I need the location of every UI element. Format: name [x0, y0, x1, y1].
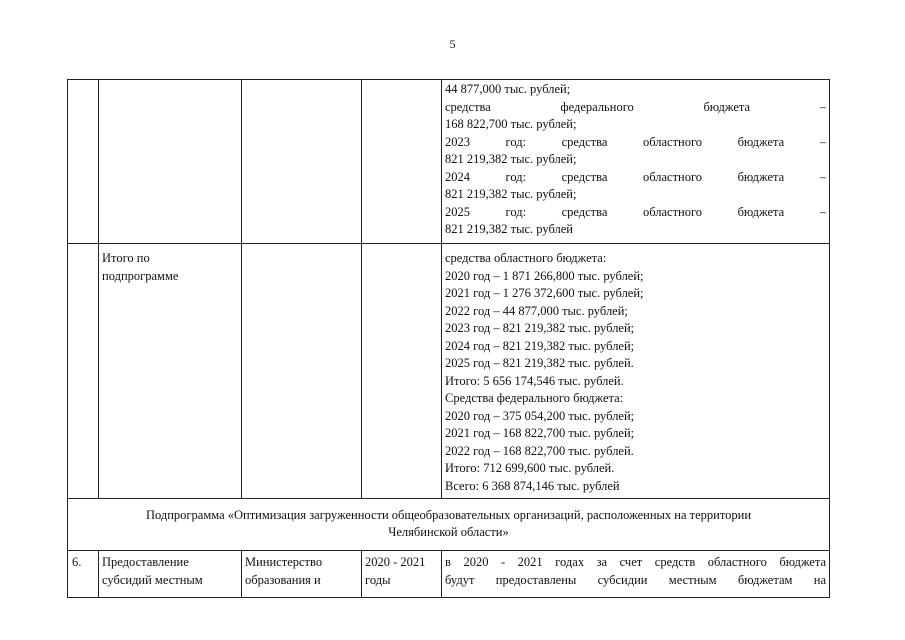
measure-name-line: субсидий местным: [102, 572, 203, 587]
cell-funding-continuation: [442, 80, 830, 244]
funding-line: 2021 год – 168 822,700 тыс. рублей;: [445, 426, 635, 440]
cell-name: [99, 80, 242, 244]
cell-number: [68, 244, 99, 499]
funding-word: –: [819, 99, 826, 114]
funding-word: бюджета: [737, 204, 785, 219]
funding-line: 2020 год – 375 054,200 тыс. рублей;: [445, 408, 635, 423]
funding-line: 168 822,700 тыс. рублей;: [445, 117, 577, 131]
cell-number: [68, 80, 99, 244]
funding-line: 2024 год – 821 219,382 тыс. рублей;: [445, 338, 635, 353]
table-row-6: [68, 551, 830, 598]
cell-measure-name: [99, 551, 242, 598]
funding-line: 2020 год – 1 871 266,800 тыс. рублей;: [445, 268, 644, 283]
funding-word: средства: [561, 204, 608, 219]
funding-line: 821 219,382 тыс. рублей;: [445, 152, 577, 166]
executor-line: Министерство: [245, 555, 323, 569]
total-label-line: Итого по: [102, 251, 150, 265]
funding-word: бюджета: [703, 99, 751, 114]
funding-line: 821 219,382 тыс. рублей;: [445, 187, 577, 201]
funding-line: Средства федерального бюджета:: [445, 391, 624, 405]
subprogram-heading-line: Подпрограмма «Оптимизация загруженности общеобразовательных организаций, расположенных на территории: [145, 508, 752, 522]
table-row-total: [68, 244, 830, 499]
funding-word: год:: [505, 204, 527, 219]
funding-word: областного: [642, 169, 703, 184]
funding-word: 2023: [445, 134, 470, 149]
cell-measure-description: [442, 551, 830, 598]
term-line: годы: [365, 572, 391, 587]
table-row-continuation: [68, 80, 830, 244]
cell-executor: [242, 244, 362, 499]
funding-word: –: [819, 204, 826, 219]
page-number: 5: [449, 37, 456, 51]
funding-word: 2024: [445, 169, 470, 184]
subprogram-heading-line: Челябинской области»: [388, 525, 509, 539]
funding-word: –: [819, 169, 826, 184]
funding-line: 2022 год – 44 877,000 тыс. рублей;: [445, 303, 628, 318]
table-row-section: [68, 499, 830, 551]
funding-word: областного: [642, 134, 703, 149]
funding-line: 2022 год – 168 822,700 тыс. рублей.: [445, 443, 634, 458]
funding-line: средства областного бюджета:: [445, 251, 607, 265]
funding-line: [445, 99, 826, 117]
cell-total-label: [99, 244, 242, 499]
funding-word: год:: [505, 169, 527, 184]
funding-line: 2021 год – 1 276 372,600 тыс. рублей;: [445, 286, 644, 300]
cell-term: [362, 244, 442, 499]
funding-line: [445, 134, 826, 152]
row-number: 6.: [72, 555, 82, 569]
funding-word: средства: [445, 99, 491, 114]
executor-line: образования и: [245, 572, 321, 587]
term-line: 2020 - 2021: [365, 555, 426, 569]
funding-word: областного: [642, 204, 703, 219]
funding-word: средства: [561, 134, 608, 149]
funding-word: год:: [505, 134, 527, 149]
funding-word: федерального: [560, 99, 634, 114]
cell-row-number: [68, 551, 99, 598]
funding-word: –: [819, 134, 826, 149]
funding-word: бюджета: [737, 169, 785, 184]
funding-line: 2025 год – 821 219,382 тыс. рублей.: [445, 356, 634, 370]
funding-line: 821 219,382 тыс. рублей: [445, 222, 573, 236]
funding-line: Итого: 712 699,600 тыс. рублей.: [445, 461, 615, 475]
funding-word: средства: [561, 169, 608, 184]
funding-line: Всего: 6 368 874,146 тыс. рублей: [445, 478, 620, 493]
cell-executor: [242, 80, 362, 244]
cell-total-funding: [442, 244, 830, 499]
funding-line: [445, 169, 826, 187]
total-label-line: подпрограмме: [102, 268, 179, 283]
funding-word: 2025: [445, 204, 470, 219]
funding-line: [445, 204, 826, 222]
description-line: в 2020 - 2021 годах за счет средств областного бюджета: [445, 555, 826, 569]
subprogram-heading: [68, 499, 830, 551]
program-table: [67, 79, 830, 598]
funding-line: Итого: 5 656 174,546 тыс. рублей.: [445, 373, 624, 388]
cell-executor: [242, 551, 362, 598]
funding-line: 44 877,000 тыс. рублей;: [445, 82, 571, 96]
cell-term: [362, 80, 442, 244]
funding-word: бюджета: [737, 134, 785, 149]
cell-term: [362, 551, 442, 598]
description-line: будут предоставлены субсидии местным бюджетам на: [445, 572, 826, 587]
measure-name-line: Предоставление: [102, 555, 189, 569]
funding-line: 2023 год – 821 219,382 тыс. рублей;: [445, 321, 635, 335]
